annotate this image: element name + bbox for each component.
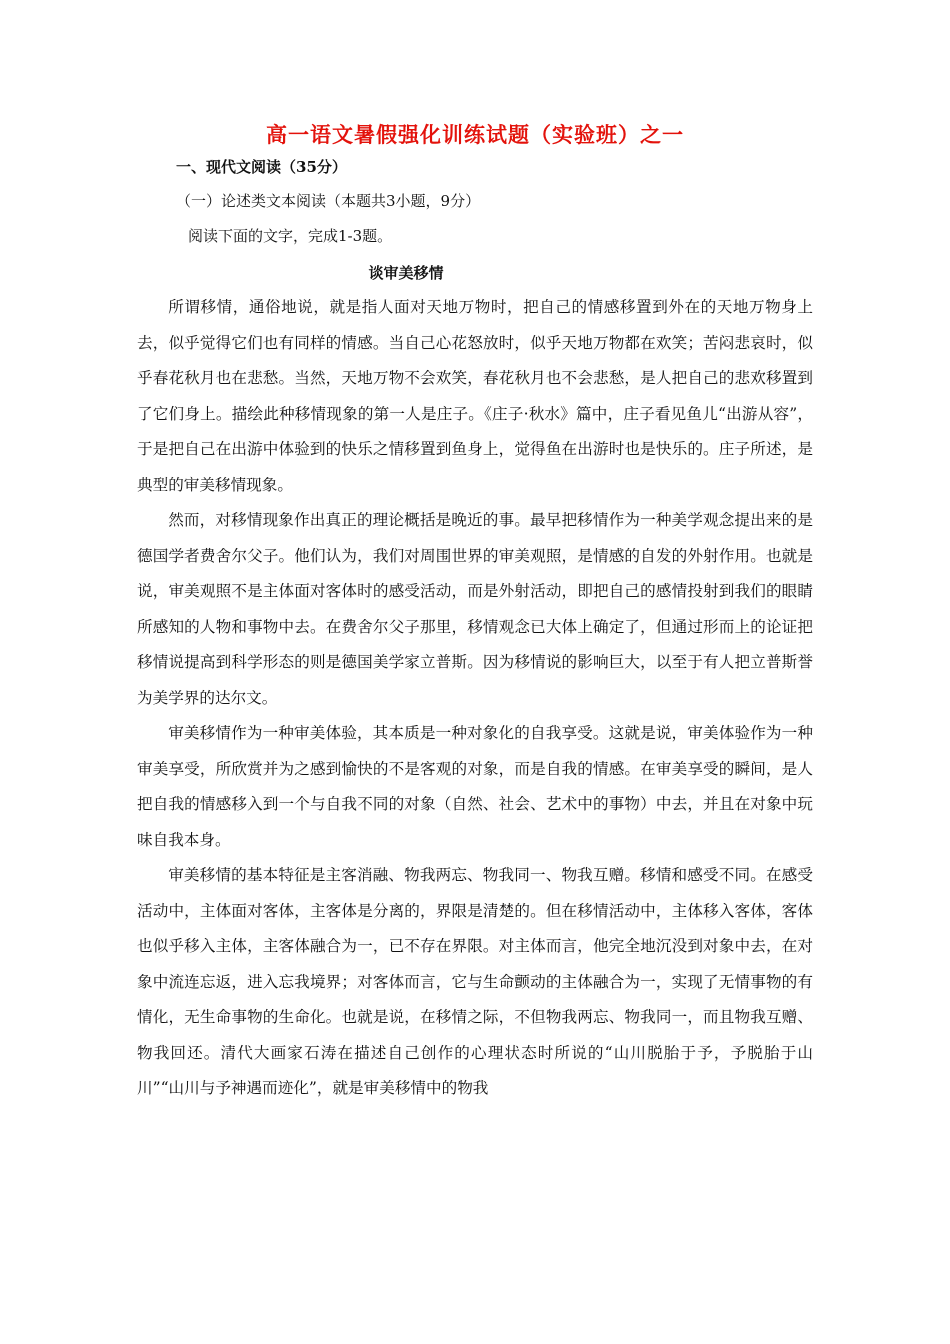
paragraph-1: 所谓移情，通俗地说，就是指人面对天地万物时，把自己的情感移置到外在的天地万物身上去，似乎觉得它们也有同样的情感。当自己心花怒放时，似乎天地万物都在欢笑；苦闷悲哀时，似乎春花秋月也在悲愁。当然，天地万物不会欢笑，春花秋月也不会悲愁，是人把自己的悲欢移置到了它们身上。描绘此种移情现象的第一人是庄子。《庄子·秋水》篇中，庄子看见鱼儿“出游从容”，于是把自己在出游中体验到的快乐之情移置到鱼身上，觉得鱼在出游时也是快乐的。庄子所述，是典型的审美移情现象。: [137, 298, 813, 494]
subsection-heading: （一）论述类文本阅读（本题共3小题，9分）: [176, 192, 481, 210]
paragraph-2: 然而，对移情现象作出真正的理论概括是晚近的事。最早把移情作为一种美学观念提出来的是德国学者费舍尔父子。他们认为，我们对周围世界的审美观照，是情感的自发的外射作用。也就是说，审美观照不是主体面对客体时的感受活动，而是外射活动，即把自己的感情投射到我们的眼睛所感知的人物和事物中去。在费舍尔父子那里，移情观念已大体上确定了，但通过形而上的论证把移情说提高到科学形态的则是德国美学家立普斯。因为移情说的影响巨大，以至于有人把立普斯誉为美学界的达尔文。: [137, 511, 813, 707]
section-heading: 一、现代文阅读（35分）: [176, 158, 347, 176]
article-body: [137, 290, 813, 1107]
article-title: 谈审美移情: [368, 264, 444, 282]
paragraph-3: 审美移情作为一种审美体验，其本质是一种对象化的自我享受。这就是说，审美体验作为一种审美享受，所欣赏并为之感到愉快的不是客观的对象，而是自我的情感。在审美享受的瞬间，是人把自我的情感移入到一个与自我不同的对象（自然、社会、艺术中的事物）中去，并且在对象中玩味自我本身。: [137, 724, 813, 849]
paragraph-4: 审美移情的基本特征是主客消融、物我两忘、物我同一、物我互赠。移情和感受不同。在感受活动中，主体面对客体，主客体是分离的，界限是清楚的。但在移情活动中，主体移入客体，客体也似乎移入主体，主客体融合为一，已不存在界限。对主体而言，他完全地沉没到对象中去，在对象中流连忘返，进入忘我境界；对客体而言，它与生命颤动的主体融合为一，实现了无情事物的有情化，无生命事物的生命化。也就是说，在移情之际，不但物我两忘、物我同一，而且物我互赠、物我回还。清代大画家石涛在描述自己创作的心理状态时所说的“山川脱胎于予，予脱胎于山川”“山川与予神遇而迹化”，就是审美移情中的物我: [137, 866, 813, 1097]
document-title: 高一语文暑假强化训练试题（实验班）之一: [266, 122, 684, 147]
reading-instruction: 阅读下面的文字，完成1-3题。: [188, 227, 393, 245]
